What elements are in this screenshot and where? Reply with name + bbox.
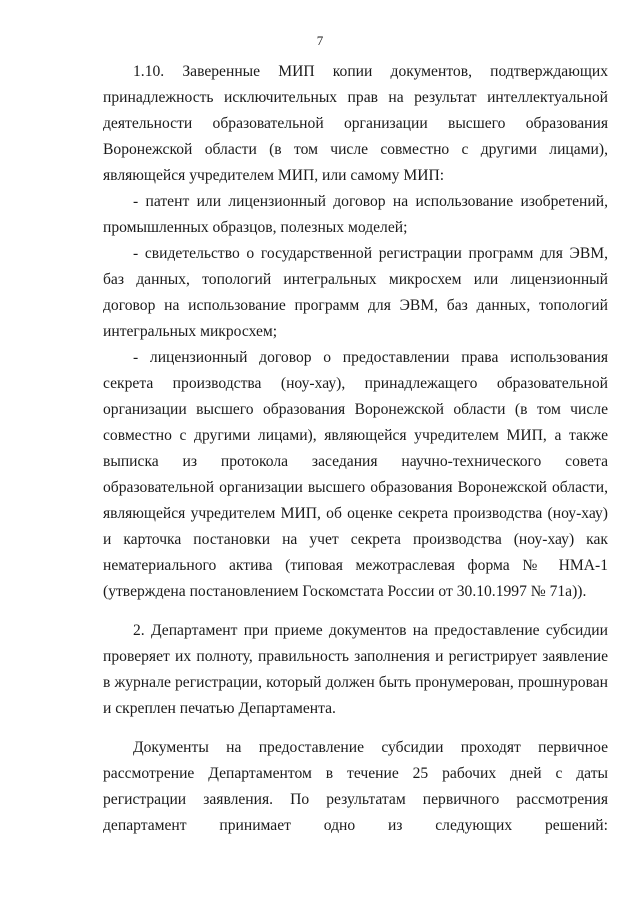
paragraph-2-department-check: 2. Департамент при приеме документов на предоставление субсидии проверяет их полноту, правильность заполнения и регистрирует заявление в журнале регистрации, который должен быть пронумерован, прошнурован и скреплен печатью Департамента.	[103, 622, 608, 717]
paragraph-patent-item: - патент или лицензионный договор на использование изобретений, промышленных образцов, полезных моделей;	[103, 193, 608, 236]
page-number: 7	[316, 33, 324, 48]
paragraph-primary-review: Документы на предоставление субсидии проходят первичное рассмотрение Департаментом в течение 25 рабочих дней с даты регистрации заявления. По результатам первичного рассмотрения департамент принимает одно из следующих решений:	[103, 739, 608, 834]
document-body	[103, 59, 608, 839]
paragraph-1-10-certified-copies: 1.10. Заверенные МИП копии документов, подтверждающих принадлежность исключительных прав на результат интеллектуальной деятельности образовательной организации высшего образования Воронежской области (в том числе совместно с другими лицами), являющейся учредителем МИП, или самому МИП:	[103, 63, 608, 184]
paragraph-license-know-how-item: - лицензионный договор о предоставлении права использования секрета производства (ноу-хау), принадлежащего образовательной организации высшего образования Воронежской области (в том числе совместно с другими лицами), являющейся учредителем МИП, а также выписка из протокола заседания научно-технического совета образовательной организации высшего образования Воронежской области, являющейся учредителем МИП, об оценке секрета производства (ноу-хау) и карточка постановки на учет секрета производства (ноу-хау) как нематериального актива (типовая межотраслевая форма № НМА-1 (утверждена постановлением Госкомстата России от 30.10.1997 № 71а)).	[103, 349, 608, 600]
paragraph-certificate-item: - свидетельство о государственной регистрации программ для ЭВМ, баз данных, топологий интегральных микросхем или лицензионный договор на использование программ для ЭВМ, баз данных, топологий интегральных микросхем;	[103, 245, 608, 340]
